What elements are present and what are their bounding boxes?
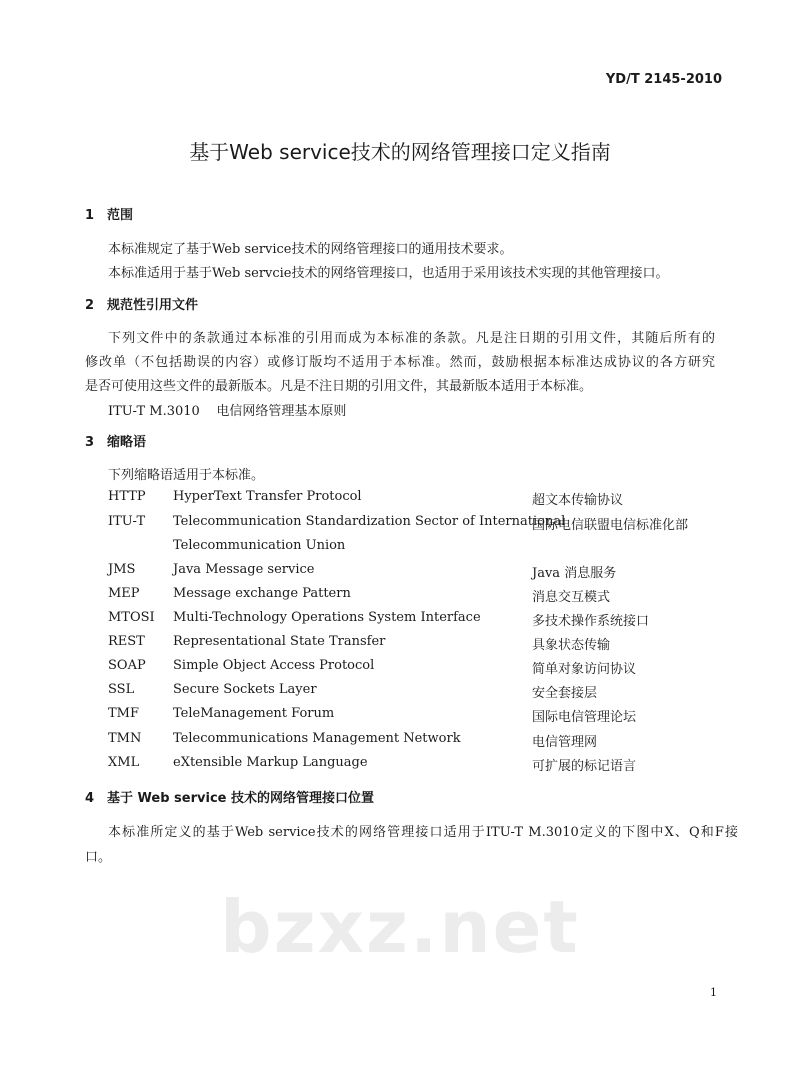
- reference-item: [108, 400, 346, 419]
- chinese-term: 国际电信管理论坛: [532, 710, 637, 725]
- chinese-term: 可扩展的标记语言: [532, 759, 637, 774]
- english-term: HyperText Transfer Protocol: [173, 489, 362, 504]
- section-4-heading: [85, 787, 374, 806]
- abbreviation: MEP: [108, 586, 140, 601]
- section-title: 缩略语: [107, 435, 147, 450]
- reference-name: 电信网络管理基本原则: [216, 404, 347, 419]
- abbreviation: REST: [108, 634, 145, 649]
- chinese-term: 具象状态传输: [532, 638, 611, 653]
- english-term: Message exchange Pattern: [173, 586, 351, 601]
- paragraph: 下列缩略语适用于本标准。: [108, 468, 265, 483]
- section-number: 2: [85, 298, 95, 313]
- abbreviation: SSL: [108, 682, 135, 697]
- english-term: Secure Sockets Layer: [173, 682, 317, 697]
- english-term: Telecommunication Standardization Sector of International: [173, 514, 566, 529]
- chinese-term: 国际电信联盟电信标准化部: [532, 518, 689, 533]
- abbreviation: XML: [108, 755, 140, 770]
- english-term: Representational State Transfer: [173, 634, 386, 649]
- section-3-heading: [85, 431, 146, 450]
- chinese-term: 简单对象访问协议: [532, 662, 637, 677]
- abbreviation: SOAP: [108, 658, 146, 673]
- paragraph-line: 修改单（不包括勘误的内容）或修订版均不适用于本标准。然而，鼓励根据本标准达成协议的各方研究: [85, 355, 715, 370]
- chinese-term: 安全套接层: [532, 686, 598, 701]
- section-number: 3: [85, 435, 95, 450]
- abbreviation: HTTP: [108, 489, 146, 504]
- chinese-term: Java 消息服务: [532, 566, 617, 581]
- english-term: Telecommunications Management Network: [173, 731, 461, 746]
- standard-number: YD/T 2145-2010: [605, 72, 722, 87]
- english-term: Simple Object Access Protocol: [173, 658, 375, 673]
- paragraph-line: 下列文件中的条款通过本标准的引用而成为本标准的条款。凡是注日期的引用文件，其随后所有的: [108, 331, 715, 346]
- abbreviation: JMS: [108, 562, 136, 577]
- english-term: Multi-Technology Operations System Interface: [173, 610, 481, 625]
- section-title: 规范性引用文件: [107, 298, 199, 313]
- abbreviation: TMN: [108, 731, 142, 746]
- paragraph-line: 本标准所定义的基于Web service技术的网络管理接口适用于ITU-T M.3010定义的下图中X、Q和F接: [108, 825, 738, 840]
- chinese-term: 电信管理网: [532, 735, 598, 750]
- english-term: Java Message service: [173, 562, 315, 577]
- section-number: 4: [85, 791, 95, 806]
- english-term: eXtensible Markup Language: [173, 755, 368, 770]
- document-title: 基于Web service技术的网络管理接口定义指南: [189, 140, 611, 164]
- section-number: 1: [85, 208, 95, 223]
- abbreviation: MTOSI: [108, 610, 155, 625]
- english-term: TeleManagement Forum: [173, 706, 335, 721]
- english-term-continued: Telecommunication Union: [173, 538, 346, 553]
- abbreviation: ITU-T: [108, 514, 146, 529]
- reference-code: ITU-T M.3010: [108, 404, 200, 419]
- section-1-heading: [85, 204, 133, 223]
- paragraph-line: 口。: [85, 850, 112, 865]
- chinese-term: 多技术操作系统接口: [532, 614, 650, 629]
- section-title: 范围: [107, 208, 134, 223]
- section-2-heading: [85, 294, 198, 313]
- paragraph: 本标准适用于基于Web servcie技术的网络管理接口，也适用于采用该技术实现的其他管理接口。: [108, 266, 669, 281]
- watermark: bzxz.net: [220, 885, 580, 969]
- abbreviation: TMF: [108, 706, 140, 721]
- chinese-term: 超文本传输协议: [532, 493, 624, 508]
- paragraph-line: 是否可使用这些文件的最新版本。凡是不注日期的引用文件，其最新版本适用于本标准。: [85, 379, 593, 394]
- paragraph: 本标准规定了基于Web service技术的网络管理接口的通用技术要求。: [108, 242, 513, 257]
- chinese-term: 消息交互模式: [532, 590, 611, 605]
- page-number: 1: [710, 986, 717, 999]
- section-title: 基于 Web service 技术的网络管理接口位置: [107, 791, 374, 806]
